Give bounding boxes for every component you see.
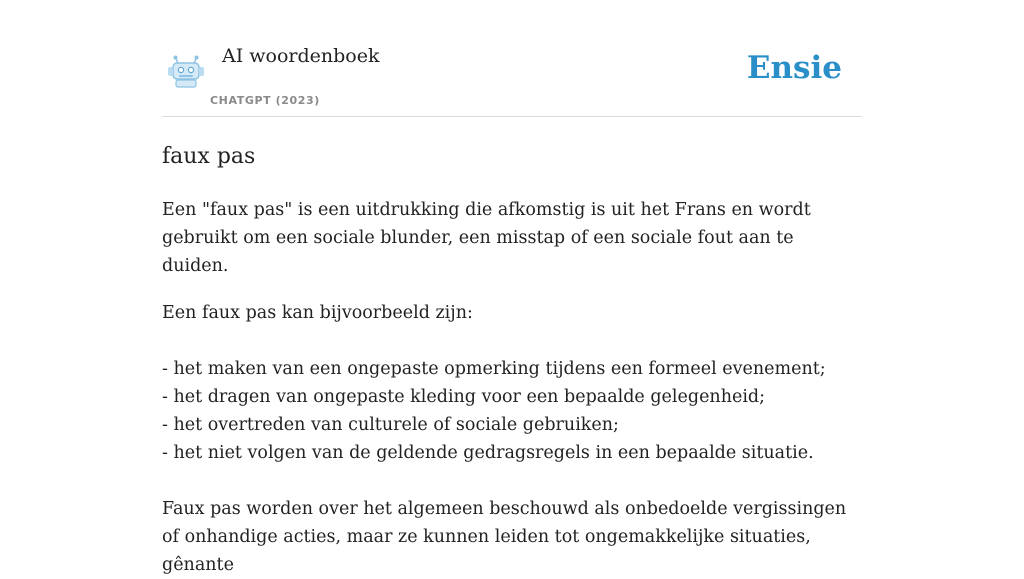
definition-body xyxy=(162,196,862,579)
definition-paragraph: Een faux pas kan bijvoorbeeld zijn: - het maken van een ongepaste opmerking tijdens een formeel evenement; - het dragen van ongepaste kleding voor een bepaalde gelegenheid; - het overtreden van culturele of sociale gebruiken; - het niet volgen van de geldende gedragsregels in een bepaalde situatie. Faux pas worden over het algemeen beschouwd als onbedoelde vergissingen of onhandige acties, maar ze kunnen leiden tot ongemakkelijke situaties, gênante xyxy=(162,303,847,575)
definition-paragraph: Een "faux pas" is een uitdrukking die afkomstig is uit het Frans en wordt gebruikt om een sociale blunder, een misstap of een sociale fout aan te duiden. xyxy=(162,200,811,276)
page xyxy=(162,0,862,579)
dictionary-header xyxy=(162,0,862,117)
dictionary-name[interactable]: AI woordenboek xyxy=(222,45,380,67)
dictionary-source: CHATGPT (2023) xyxy=(210,94,320,107)
ensie-logo-link[interactable]: Ensie xyxy=(746,50,842,86)
robot-icon xyxy=(166,52,206,88)
term-title: faux pas xyxy=(162,144,256,169)
